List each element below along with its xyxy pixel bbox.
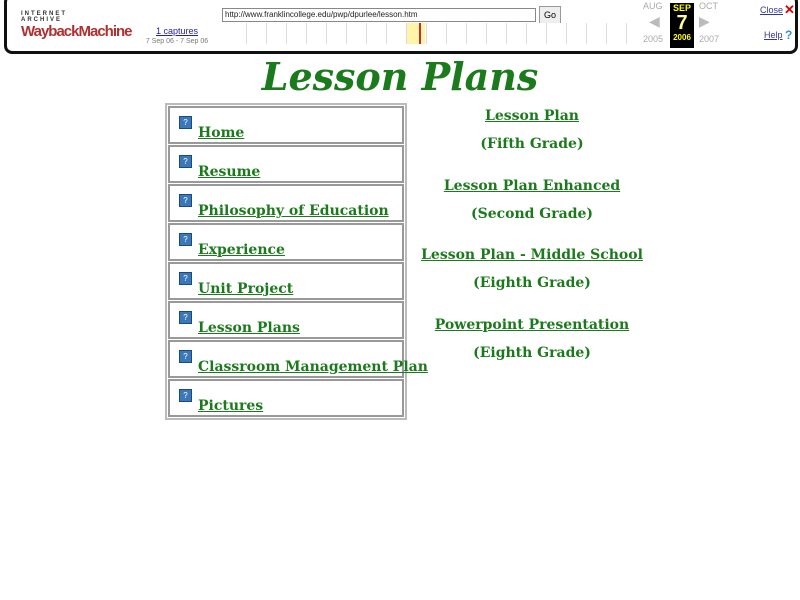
url-input[interactable]: http://www.franklincollege.edu/pwp/dpurlee/lesson.htm: [222, 8, 536, 22]
nav-link-home[interactable]: Home: [198, 125, 245, 141]
help-link[interactable]: Help: [764, 30, 783, 40]
nav-link-classroom-management[interactable]: Classroom Management Plan: [198, 359, 428, 375]
nav-item: [168, 262, 404, 300]
lesson-grade: (Fifth Grade): [480, 136, 584, 152]
nav-item: [168, 340, 428, 378]
broken-image-icon: ?: [179, 311, 192, 324]
broken-image-icon: ?: [179, 155, 192, 168]
nav-item: [168, 301, 404, 339]
broken-image-icon: ?: [179, 194, 192, 207]
prev-year[interactable]: 2005: [643, 34, 664, 44]
prev-arrow-icon[interactable]: ◀: [649, 13, 660, 29]
nav-item: [168, 379, 404, 417]
lesson-grade: (Eighth Grade): [473, 275, 591, 291]
logo-top-text: INTERNET ARCHIVE: [21, 11, 67, 23]
lesson-link[interactable]: Lesson Plan: [484, 108, 579, 124]
next-month[interactable]: OCT: [699, 1, 718, 11]
next-year[interactable]: 2007: [699, 34, 720, 44]
nav-link-experience[interactable]: Experience: [198, 242, 285, 258]
lesson-link[interactable]: Powerpoint Presentation: [434, 317, 630, 333]
go-button[interactable]: Go: [539, 6, 561, 24]
nav-item: [168, 145, 404, 183]
captures-link[interactable]: 1 captures: [155, 26, 199, 36]
nav-item: [168, 184, 404, 222]
wayback-logo[interactable]: [21, 11, 132, 40]
logo-main-text: WaybackMachine: [21, 23, 132, 40]
help-icon[interactable]: ?: [785, 28, 793, 42]
timeline-highlight: [407, 23, 425, 44]
broken-image-icon: ?: [179, 233, 192, 246]
page-title: Lesson Plans: [261, 54, 539, 99]
current-month: SEP: [672, 3, 691, 13]
timeline-marker: [419, 23, 421, 44]
broken-image-icon: ?: [179, 116, 192, 129]
next-arrow-icon[interactable]: ▶: [699, 13, 710, 29]
current-year: 2006: [673, 33, 691, 42]
broken-image-icon: ?: [179, 350, 192, 363]
lesson-grade: (Eighth Grade): [473, 345, 591, 361]
broken-image-icon: ?: [179, 389, 192, 402]
prev-month[interactable]: AUG: [643, 1, 663, 11]
timeline[interactable]: [227, 23, 637, 44]
broken-image-icon: ?: [179, 272, 192, 285]
wayback-toolbar: [4, 0, 798, 54]
nav-link-philosophy[interactable]: Philosophy of Education: [198, 203, 389, 219]
close-icon[interactable]: ✕: [784, 2, 795, 17]
nav-link-lesson-plans[interactable]: Lesson Plans: [198, 320, 300, 336]
current-day: 7: [676, 12, 688, 34]
lesson-link[interactable]: Lesson Plan - Middle School: [421, 247, 643, 263]
nav-link-pictures[interactable]: Pictures: [198, 398, 264, 414]
lesson-grade: (Second Grade): [470, 206, 594, 222]
nav-item: [168, 223, 404, 261]
capture-range: 7 Sep 06 - 7 Sep 06: [145, 38, 209, 45]
nav-link-resume[interactable]: Resume: [198, 164, 261, 180]
lesson-link[interactable]: Lesson Plan Enhanced: [443, 178, 621, 194]
close-link[interactable]: Close: [760, 5, 784, 15]
nav-link-unit-project[interactable]: Unit Project: [198, 281, 294, 297]
current-date: [670, 3, 694, 48]
nav-item: [168, 106, 404, 144]
nav-table: [165, 103, 428, 420]
